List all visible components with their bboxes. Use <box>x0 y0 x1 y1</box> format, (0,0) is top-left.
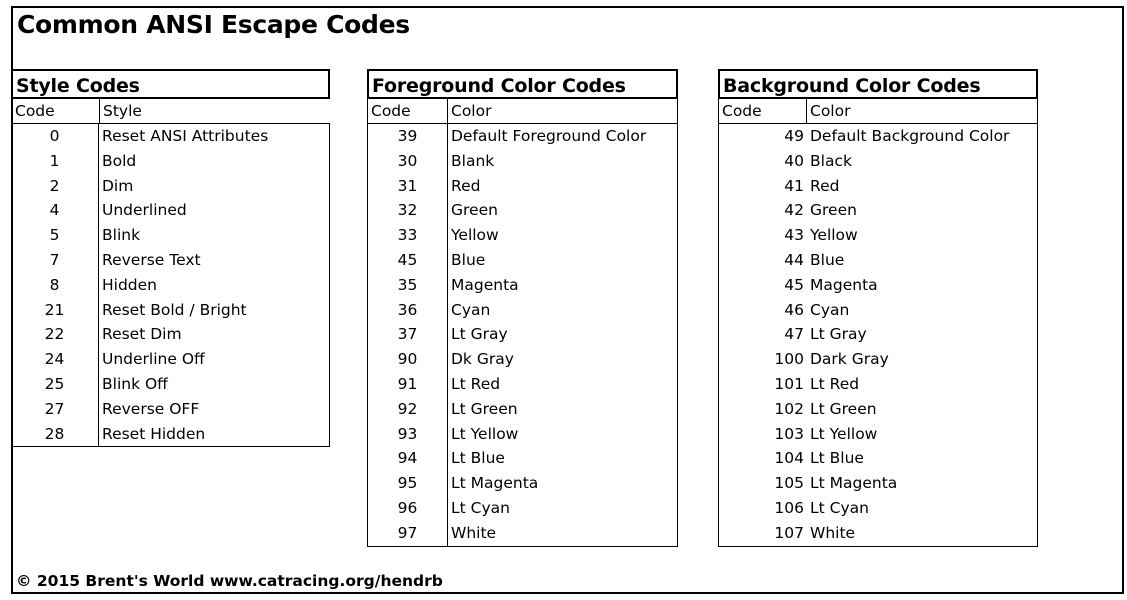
code-cell: 4 <box>11 198 99 223</box>
code-cell: 39 <box>368 124 448 149</box>
code-cell: 96 <box>368 496 448 521</box>
table-row <box>11 223 329 248</box>
code-cell: 47 <box>784 325 804 344</box>
code-cell: 101 <box>774 374 804 393</box>
name-cell: Reset Bold / Bright <box>102 300 247 319</box>
name-cell: Magenta <box>451 275 519 294</box>
code-cell: 28 <box>11 422 99 447</box>
table-row <box>719 397 1037 422</box>
name-cell: Reset Dim <box>102 325 182 344</box>
code-cell: 25 <box>11 372 99 397</box>
name-cell: Lt Blue <box>810 449 864 468</box>
code-cell: 35 <box>368 273 448 298</box>
code-cell: 21 <box>11 298 99 323</box>
style-codes-table <box>11 69 330 447</box>
name-cell: Cyan <box>810 300 850 319</box>
code-cell: 91 <box>368 372 448 397</box>
foreground-codes-table <box>367 69 678 547</box>
name-cell: Default Foreground Color <box>451 127 647 145</box>
table-row <box>719 372 1037 397</box>
name-cell: Lt Green <box>451 399 518 418</box>
name-cell: Underline Off <box>102 350 205 369</box>
background-codes-title: Background Color Codes <box>718 69 1038 99</box>
foreground-codes-header <box>367 99 678 124</box>
name-cell: Black <box>810 151 852 170</box>
table-row <box>368 397 677 422</box>
table-row <box>11 248 329 273</box>
code-column-header: Code <box>368 99 448 123</box>
table-row <box>368 198 677 223</box>
name-cell: Reset Hidden <box>102 424 206 443</box>
table-row <box>368 446 677 471</box>
table-row <box>368 422 677 447</box>
name-cell: Dark Gray <box>810 350 889 369</box>
table-row <box>719 298 1037 323</box>
table-row <box>719 174 1037 199</box>
table-row <box>11 422 329 447</box>
table-row <box>11 397 329 422</box>
code-cell: 0 <box>11 124 99 149</box>
table-row <box>719 124 1037 149</box>
name-cell: Blink <box>102 226 141 245</box>
name-cell: Green <box>810 201 857 220</box>
name-cell: Lt Yellow <box>451 424 519 443</box>
code-cell: 40 <box>784 151 804 170</box>
code-cell: 24 <box>11 347 99 372</box>
code-cell: 49 <box>784 127 804 145</box>
table-row <box>368 471 677 496</box>
name-cell: Cyan <box>451 300 491 319</box>
style-codes-header <box>11 99 330 124</box>
foreground-codes-rows <box>367 124 678 547</box>
code-cell: 94 <box>368 446 448 471</box>
name-cell: Lt Blue <box>451 449 505 468</box>
table-row <box>719 471 1037 496</box>
table-row <box>11 298 329 323</box>
code-cell: 7 <box>11 248 99 273</box>
code-cell: 105 <box>774 474 804 493</box>
name-cell: Lt Yellow <box>810 424 878 443</box>
table-row <box>719 496 1037 521</box>
table-row <box>368 174 677 199</box>
name-cell: Lt Green <box>810 399 877 418</box>
code-cell: 37 <box>368 322 448 347</box>
code-cell: 45 <box>368 248 448 273</box>
name-cell: Reverse Text <box>102 250 201 269</box>
name-cell: Lt Gray <box>810 325 867 344</box>
code-cell: 42 <box>784 201 804 220</box>
name-cell: Red <box>810 176 840 195</box>
table-row <box>11 347 329 372</box>
name-cell: Yellow <box>451 226 499 245</box>
code-cell: 2 <box>11 174 99 199</box>
code-cell: 93 <box>368 422 448 447</box>
name-cell: Lt Gray <box>451 325 508 344</box>
name-cell: Blank <box>451 151 495 170</box>
name-cell: Blue <box>451 250 486 269</box>
name-cell: Blue <box>810 250 845 269</box>
code-cell: 90 <box>368 347 448 372</box>
code-cell: 1 <box>11 149 99 174</box>
table-row <box>368 149 677 174</box>
code-cell: 5 <box>11 223 99 248</box>
name-cell: Magenta <box>810 275 878 294</box>
background-codes-rows <box>718 124 1038 547</box>
name-cell: Yellow <box>810 226 858 245</box>
name-cell: Bold <box>102 151 137 170</box>
name-cell: Default Background Color <box>810 127 1010 145</box>
table-row <box>719 273 1037 298</box>
foreground-codes-title: Foreground Color Codes <box>367 69 678 99</box>
style-codes-rows <box>11 124 330 447</box>
table-row <box>368 124 677 149</box>
code-cell: 43 <box>784 226 804 245</box>
code-cell: 33 <box>368 223 448 248</box>
copyright-footer: © 2015 Brent's World www.catracing.org/hendrb <box>16 572 443 590</box>
table-row <box>719 322 1037 347</box>
table-row <box>719 347 1037 372</box>
code-cell: 27 <box>11 397 99 422</box>
code-cell: 92 <box>368 397 448 422</box>
name-cell: Hidden <box>102 275 157 294</box>
code-cell: 102 <box>774 399 804 418</box>
table-row <box>719 446 1037 471</box>
name-cell: Blink Off <box>102 374 168 393</box>
table-row <box>11 124 329 149</box>
table-row <box>11 149 329 174</box>
table-row <box>368 496 677 521</box>
name-cell: White <box>810 523 856 542</box>
code-cell: 8 <box>11 273 99 298</box>
name-cell: Lt Cyan <box>451 498 510 517</box>
color-column-header: Color <box>451 102 492 120</box>
code-cell: 107 <box>774 523 804 542</box>
style-codes-title: Style Codes <box>11 69 330 99</box>
name-cell: White <box>451 523 497 542</box>
name-cell: Lt Cyan <box>810 498 869 517</box>
code-cell: 22 <box>11 322 99 347</box>
table-row <box>368 521 677 546</box>
table-row <box>11 273 329 298</box>
page-title: Common ANSI Escape Codes <box>17 10 410 39</box>
color-column-header: Color <box>810 102 851 120</box>
code-cell: 97 <box>368 521 448 546</box>
table-row <box>719 422 1037 447</box>
code-cell: 36 <box>368 298 448 323</box>
table-row <box>11 372 329 397</box>
code-column-header: Code <box>12 99 100 123</box>
name-cell: Lt Magenta <box>451 474 539 493</box>
name-cell: Green <box>451 201 498 220</box>
table-row <box>719 521 1037 546</box>
code-cell: 100 <box>774 350 804 369</box>
code-cell: 44 <box>784 250 804 269</box>
name-cell: Lt Magenta <box>810 474 898 493</box>
table-row <box>368 372 677 397</box>
table-row <box>719 198 1037 223</box>
name-cell: Reverse OFF <box>102 399 200 418</box>
table-row <box>368 273 677 298</box>
code-cell: 104 <box>774 449 804 468</box>
code-cell: 31 <box>368 174 448 199</box>
table-row <box>719 223 1037 248</box>
name-cell: Reset ANSI Attributes <box>102 127 269 145</box>
code-cell: 95 <box>368 471 448 496</box>
table-row <box>11 198 329 223</box>
style-column-header: Style <box>103 102 142 120</box>
name-cell: Lt Red <box>810 374 860 393</box>
table-row <box>11 174 329 199</box>
table-row <box>11 322 329 347</box>
table-row <box>368 223 677 248</box>
background-codes-table <box>718 69 1038 547</box>
code-cell: 30 <box>368 149 448 174</box>
name-cell: Dim <box>102 176 134 195</box>
table-row <box>719 149 1037 174</box>
code-cell: 103 <box>774 424 804 443</box>
name-cell: Underlined <box>102 201 187 220</box>
name-cell: Red <box>451 176 481 195</box>
code-cell: 45 <box>784 275 804 294</box>
background-codes-header <box>718 99 1038 124</box>
table-row <box>719 248 1037 273</box>
table-row <box>368 347 677 372</box>
table-row <box>368 298 677 323</box>
name-cell: Dk Gray <box>451 350 514 369</box>
code-cell: 32 <box>368 198 448 223</box>
table-row <box>368 248 677 273</box>
name-cell: Lt Red <box>451 374 501 393</box>
code-cell: 106 <box>774 498 804 517</box>
code-cell: 46 <box>784 300 804 319</box>
code-column-header: Code <box>719 99 807 123</box>
code-cell: 41 <box>784 176 804 195</box>
table-row <box>368 322 677 347</box>
